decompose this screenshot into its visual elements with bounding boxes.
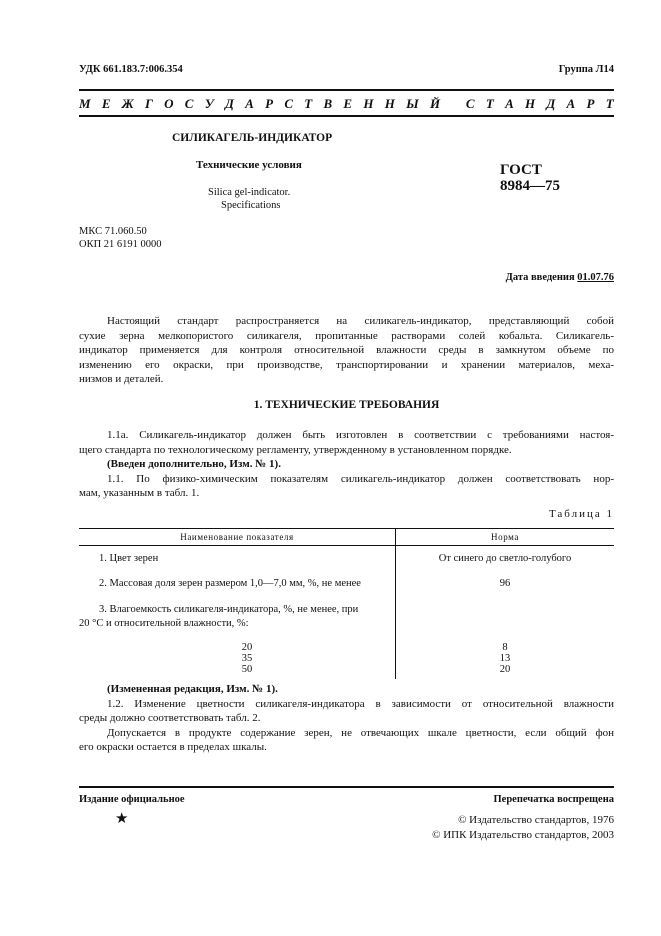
top-rule — [79, 89, 614, 91]
humidity-value: 50 — [241, 664, 253, 675]
official-edition: Издание официальное — [79, 794, 185, 805]
copyright-2003: © ИПК Издательство стандартов, 2003 — [432, 829, 614, 841]
group-code: Группа Л14 — [558, 64, 614, 75]
amendment-note: (Введен дополнительно, Изм. № 1). — [107, 458, 281, 470]
heading-letter: С — [284, 96, 293, 111]
english-subtitle: Specifications — [221, 200, 281, 211]
text-line: 1.2. Изменение цветности силикагеля-индикатора в зависимости от относительной влажности — [107, 697, 614, 710]
row-name-line: 20 °С и относительной влажности, %: — [79, 618, 249, 629]
column-header-norm: Норма — [396, 529, 615, 546]
table-header-row — [79, 529, 614, 546]
amendment-note: (Измененная редакция, Изм. № 1). — [107, 683, 278, 695]
table-row — [79, 571, 614, 596]
capacity-value: 13 — [499, 653, 511, 664]
heading-letter: Р — [265, 96, 274, 111]
text-line: его окраски остается в пределах шкалы. — [79, 741, 267, 753]
heading-letter: Д — [546, 96, 556, 111]
table-row — [79, 596, 614, 679]
heading-letter: Е — [343, 96, 353, 111]
paragraph-1-2 — [79, 682, 614, 755]
capacity-value: 20 — [499, 664, 511, 675]
row-name-line: 3. Влагоемкость силикагеля-индикатора, %, не менее, при — [99, 604, 359, 615]
text-line: сухие зерна мелкопористого силикагеля, пропитанные растворами солей кобальта. Силикагель- — [79, 329, 614, 342]
text-line: индикатор применяется для контроля относительной влажности среды в замкнутом объеме по — [79, 344, 614, 356]
norms-table — [79, 528, 614, 679]
heading-letter: А — [566, 96, 576, 111]
row-name: 2. Массовая доля зерен размером 1,0—7,0 мм, %, не менее — [79, 571, 396, 596]
document-subtitle: Технические условия — [196, 159, 302, 171]
heading-letter: Н — [384, 96, 395, 111]
gost-label: ГОСТ — [500, 162, 542, 178]
text-line: щего стандарта по технологическому регламенту, утвержденному в установленном порядке. — [79, 443, 512, 456]
row-name: 1. Цвет зерен — [79, 546, 396, 572]
udk-code: УДК 661.183.7:006.354 — [79, 64, 183, 75]
paragraph-1-1a — [79, 428, 614, 501]
text-line: мам, указанным в табл. 1. — [79, 487, 200, 499]
heading-letter: Н — [525, 96, 536, 111]
humidity-values — [99, 642, 395, 679]
heading-letter: А — [245, 96, 254, 111]
text-line: среды должно соответствовать табл. 2. — [79, 712, 261, 724]
intro-date-value: 01.07.76 — [577, 272, 614, 283]
capacity-values — [396, 642, 614, 675]
heading-letter: Е — [101, 96, 111, 111]
text-line: 1.1а. Силикагель-индикатор должен быть изготовлен в соответствии с требованиями настоя- — [107, 429, 614, 441]
text-line: Настоящий стандарт распространяется на силикагель-индикатор, представляющий собой — [107, 315, 614, 327]
text-line: 1.1. По физико-химическим показателям силикагель-индикатор должен соответствовать нор- — [107, 472, 614, 485]
intro-date-label: Дата введения — [505, 272, 575, 283]
copyright-1976: © Издательство стандартов, 1976 — [458, 814, 614, 826]
row-norm — [396, 596, 615, 679]
okp-code: ОКП 21 6191 0000 — [79, 239, 162, 250]
row-norm: От синего до светло-голубого — [438, 553, 572, 564]
heading-letter: С — [184, 96, 194, 111]
text-line: Допускается в продукте содержание зерен, не отвечающих шкале цветности, если общий фон — [107, 726, 614, 739]
text-line: изменению его окраски, при производстве, транспортировании и хранении материалов, меха- — [79, 358, 614, 371]
section-heading: 1. ТЕХНИЧЕСКИЕ ТРЕБОВАНИЯ — [253, 399, 440, 411]
heading-letter: О — [164, 96, 174, 111]
intro-date — [506, 272, 614, 283]
humidity-value: 20 — [241, 642, 253, 653]
heading-letter: Д — [225, 96, 234, 111]
text-line: низмов и деталей. — [79, 373, 164, 385]
heading-letter: Н — [363, 96, 374, 111]
column-header-indicator: Наименование показателя — [79, 529, 396, 546]
table-label: Таблица 1 — [548, 508, 614, 520]
reprint-prohibited: Перепечатка воспрещена — [493, 794, 614, 805]
humidity-value: 35 — [241, 653, 253, 664]
english-title: Silica gel-indicator. — [208, 187, 291, 198]
mks-code: МКС 71.060.50 — [79, 226, 147, 237]
heading-letter: Т — [304, 96, 313, 111]
heading-letter: У — [204, 96, 214, 111]
heading-gap — [451, 96, 454, 112]
heading-letter: Т — [485, 96, 494, 111]
row-norm: 96 — [499, 578, 511, 589]
row-name — [79, 596, 396, 679]
heading-letter: Й — [430, 96, 441, 111]
intro-paragraph — [79, 314, 614, 387]
document-title: СИЛИКАГЕЛЬ-ИНДИКАТОР — [172, 132, 333, 144]
gost-number: 8984—75 — [500, 178, 560, 194]
heading-letter: Т — [605, 96, 614, 111]
heading-rule — [79, 115, 614, 117]
heading-letter: Ы — [406, 96, 419, 111]
interstate-standard-heading — [79, 96, 614, 112]
capacity-value: 8 — [502, 642, 508, 653]
heading-letter: Р — [586, 96, 595, 111]
heading-letter: С — [465, 96, 475, 111]
star-icon: ★ — [115, 811, 129, 827]
heading-letter: В — [323, 96, 333, 111]
heading-letter: Ж — [121, 96, 134, 111]
table-row — [79, 546, 614, 572]
heading-letter: А — [505, 96, 514, 111]
heading-letter: Г — [144, 96, 153, 111]
heading-letter: М — [79, 96, 91, 111]
footer-rule — [79, 786, 614, 788]
